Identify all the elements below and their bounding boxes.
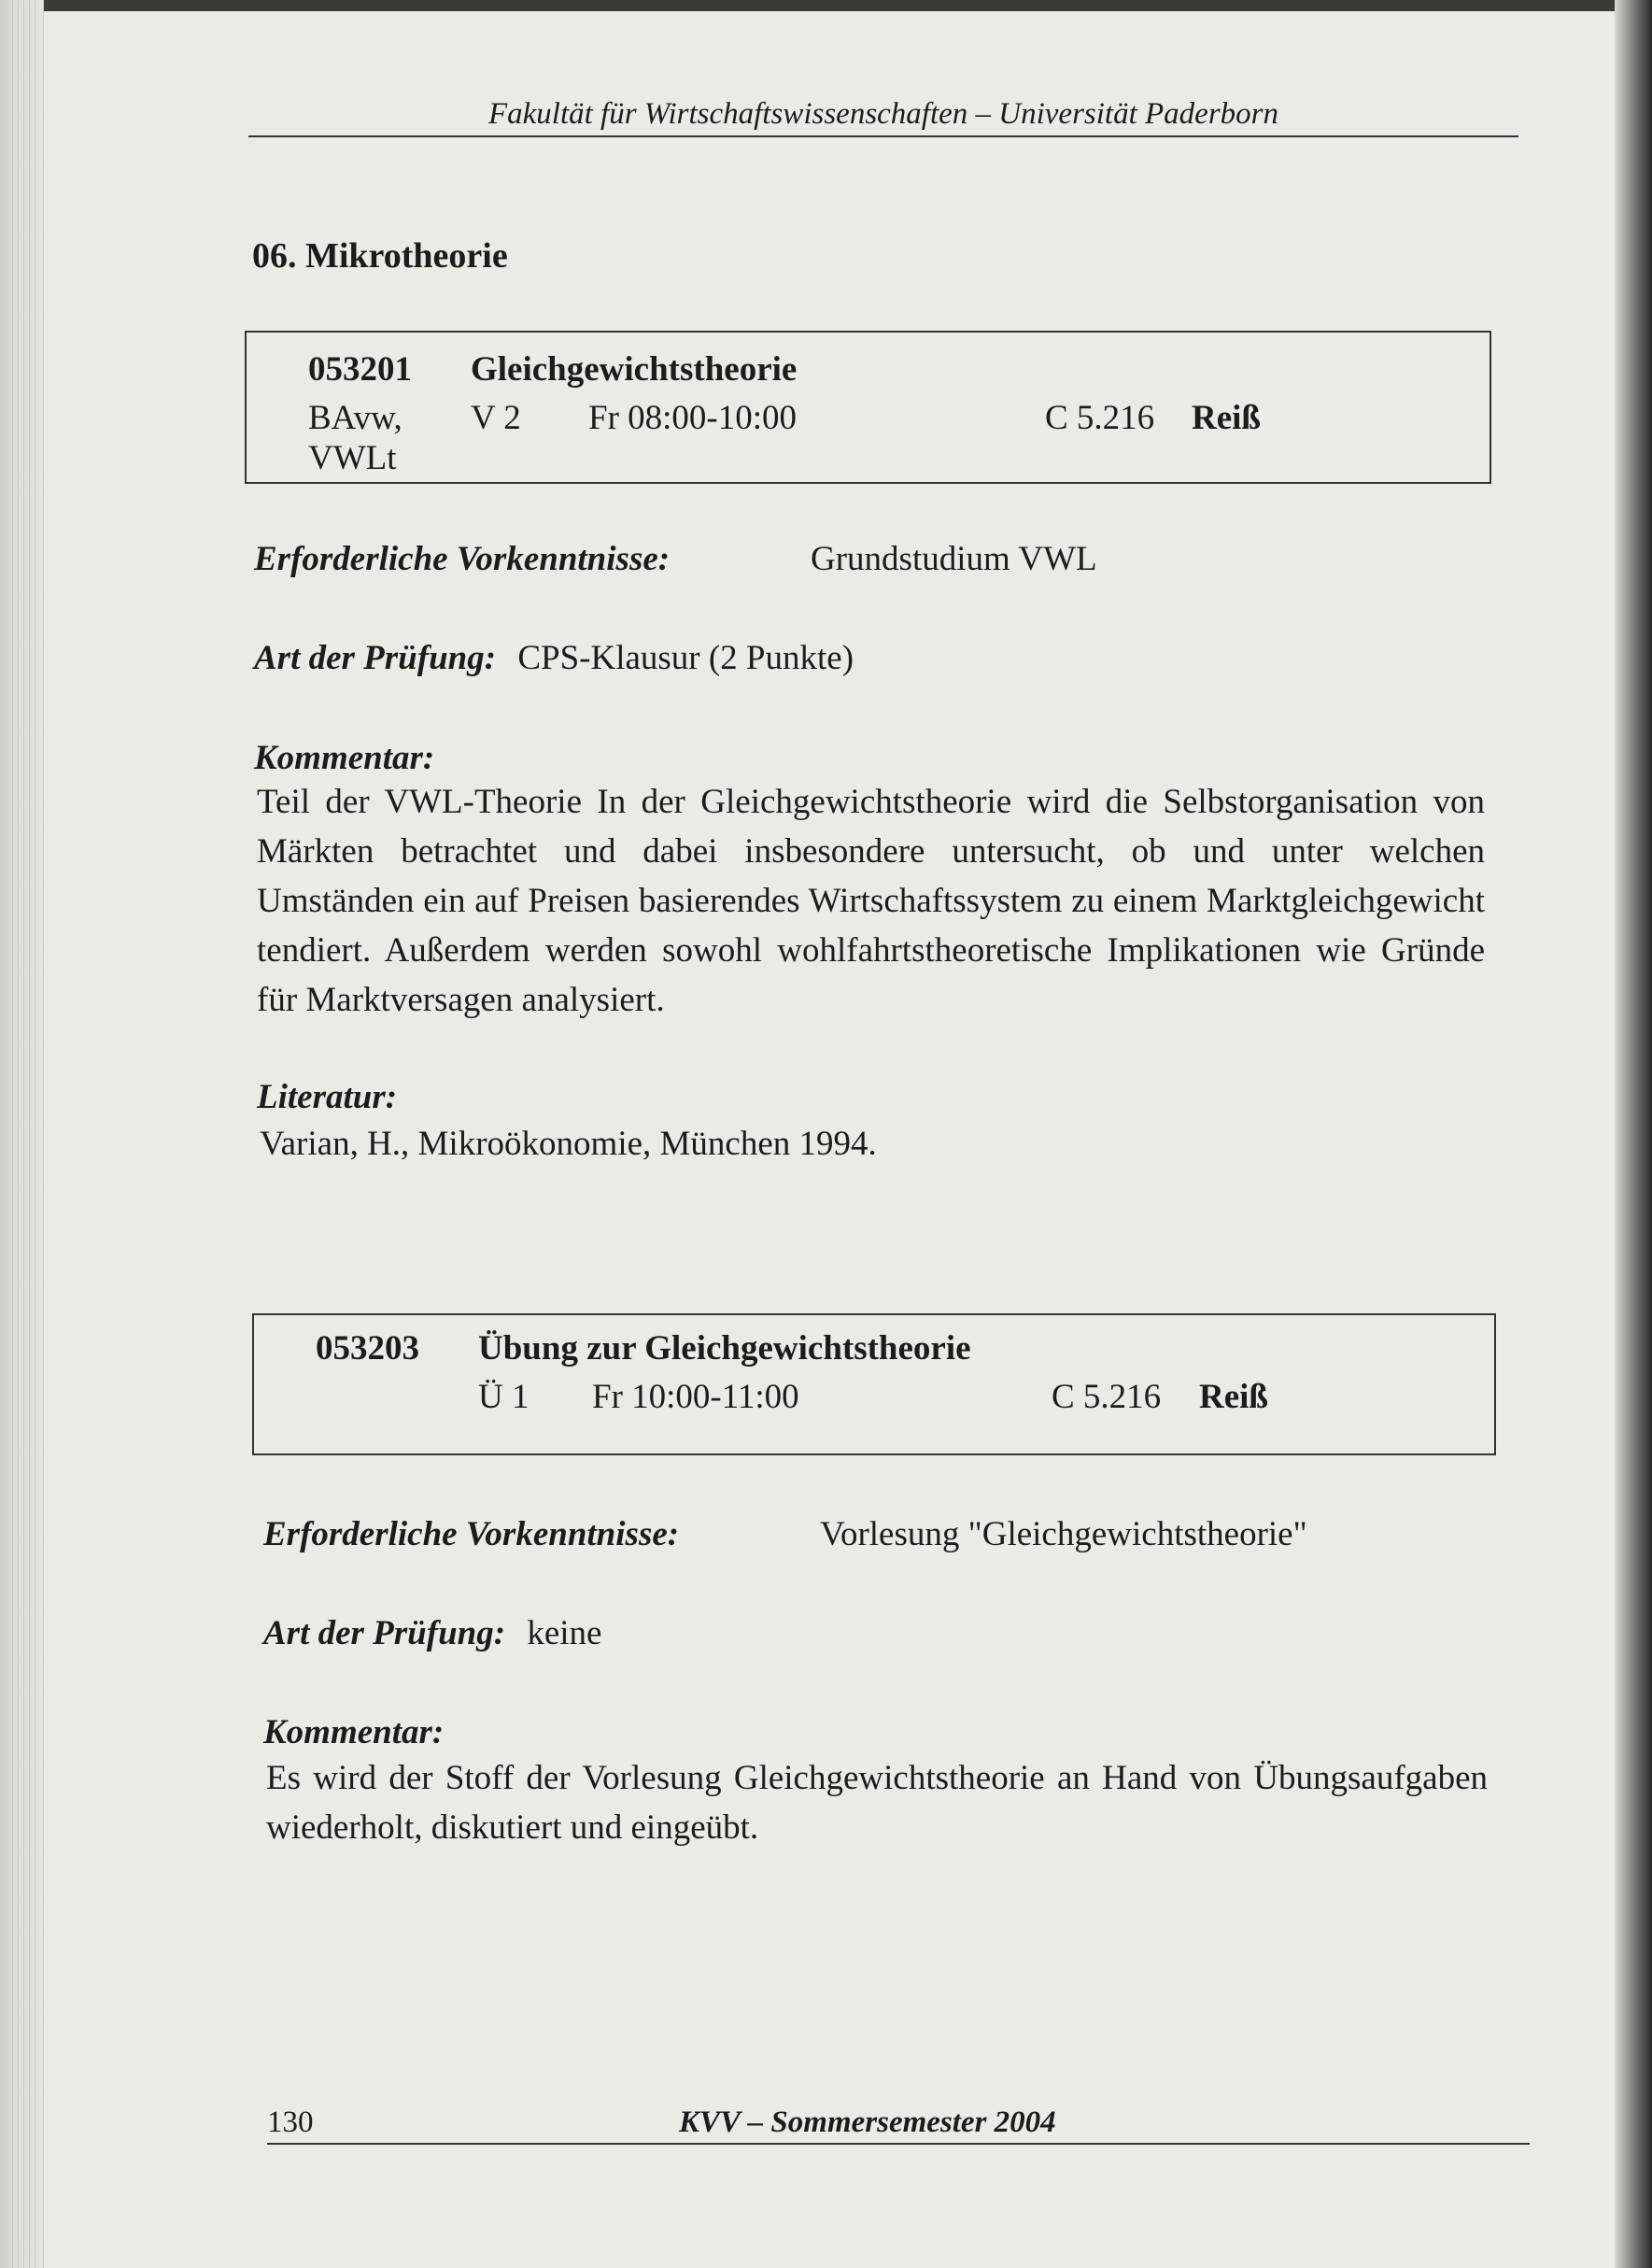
- prereq-label: Erforderliche Vorkenntnisse:: [263, 1515, 680, 1553]
- course-room: C 5.216: [1052, 1378, 1162, 1416]
- course-info-box-053203: [252, 1313, 1496, 1455]
- exam-label: Art der Prüfung:: [263, 1614, 506, 1652]
- course-type: Ü 1: [478, 1378, 529, 1416]
- course-time: Fr 08:00-10:00: [588, 399, 798, 437]
- literature-label-wrap: [257, 1072, 397, 1122]
- literature-label: Literatur:: [257, 1078, 398, 1116]
- book-page-edges: [0, 0, 44, 2268]
- scan-top-border: [0, 0, 1652, 11]
- literature-text: Varian, H., Mikroökonomie, München 1994.: [260, 1125, 877, 1163]
- comment-text-2: Es wird der Stoff der Vorlesung Gleichgewichtstheorie an Hand von Übungsaufgaben wiederholt, diskutiert und eingeübt.: [266, 1759, 1488, 1847]
- prereq-row: [254, 534, 670, 584]
- course-type: V 2: [471, 399, 521, 437]
- prereq-row-2: [263, 1510, 679, 1559]
- exam-row-2: [263, 1609, 601, 1658]
- prereq-value: Grundstudium VWL: [811, 540, 1097, 578]
- page-number: 130: [267, 2105, 314, 2139]
- footer-rule: [267, 2143, 1530, 2145]
- course-title: Übung zur Gleichgewichtstheorie: [478, 1329, 971, 1368]
- course-lecturer: Reiß: [1199, 1378, 1268, 1416]
- running-header: Fakultät für Wirtschaftswissenschaften – Universität Paderborn: [248, 97, 1518, 137]
- course-program-line2: VWLt: [308, 439, 397, 477]
- course-lecturer: Reiß: [1192, 399, 1261, 437]
- course-time: Fr 10:00-11:00: [592, 1378, 799, 1416]
- section-title: 06. Mikrotheorie: [252, 236, 508, 276]
- prereq-value-2: Vorlesung "Gleichgewichtstheorie": [820, 1515, 1307, 1553]
- comment-label: Kommentar:: [263, 1713, 445, 1751]
- exam-row: [254, 633, 854, 683]
- course-title: Gleichgewichtstheorie: [471, 350, 798, 389]
- course-program: BAvw,: [308, 399, 402, 437]
- exam-value: keine: [527, 1614, 602, 1652]
- book-spine-shadow: [1615, 0, 1652, 2268]
- comment-text: Teil der VWL-Theorie In der Gleichgewichtstheorie wird die Selbstorganisation von Märkten betrachtet und dabei insbesondere untersucht, ob und unter welchen Umständen ein auf Preisen basierendes Wirtschaftssystem zu einem Marktgleichgewicht tendiert. Außerdem werden sowohl wohlfahrtstheoretische Implikationen wie Gründe für Marktversagen analysiert.: [257, 783, 1485, 1019]
- prereq-label: Erforderliche Vorkenntnisse:: [254, 540, 671, 578]
- course-room: C 5.216: [1045, 399, 1155, 437]
- course-info-box-053201: [245, 331, 1491, 484]
- exam-value: CPS-Klausur (2 Punkte): [517, 639, 854, 677]
- exam-label: Art der Prüfung:: [254, 639, 497, 677]
- course-number: 053201: [308, 350, 412, 389]
- course-number: 053203: [316, 1329, 419, 1368]
- comment-label: Kommentar:: [254, 739, 435, 777]
- footer-title: KVV – Sommersemester 2004: [679, 2105, 1056, 2139]
- comment-label-wrap: [254, 733, 434, 783]
- comment-label-wrap-2: [263, 1708, 444, 1757]
